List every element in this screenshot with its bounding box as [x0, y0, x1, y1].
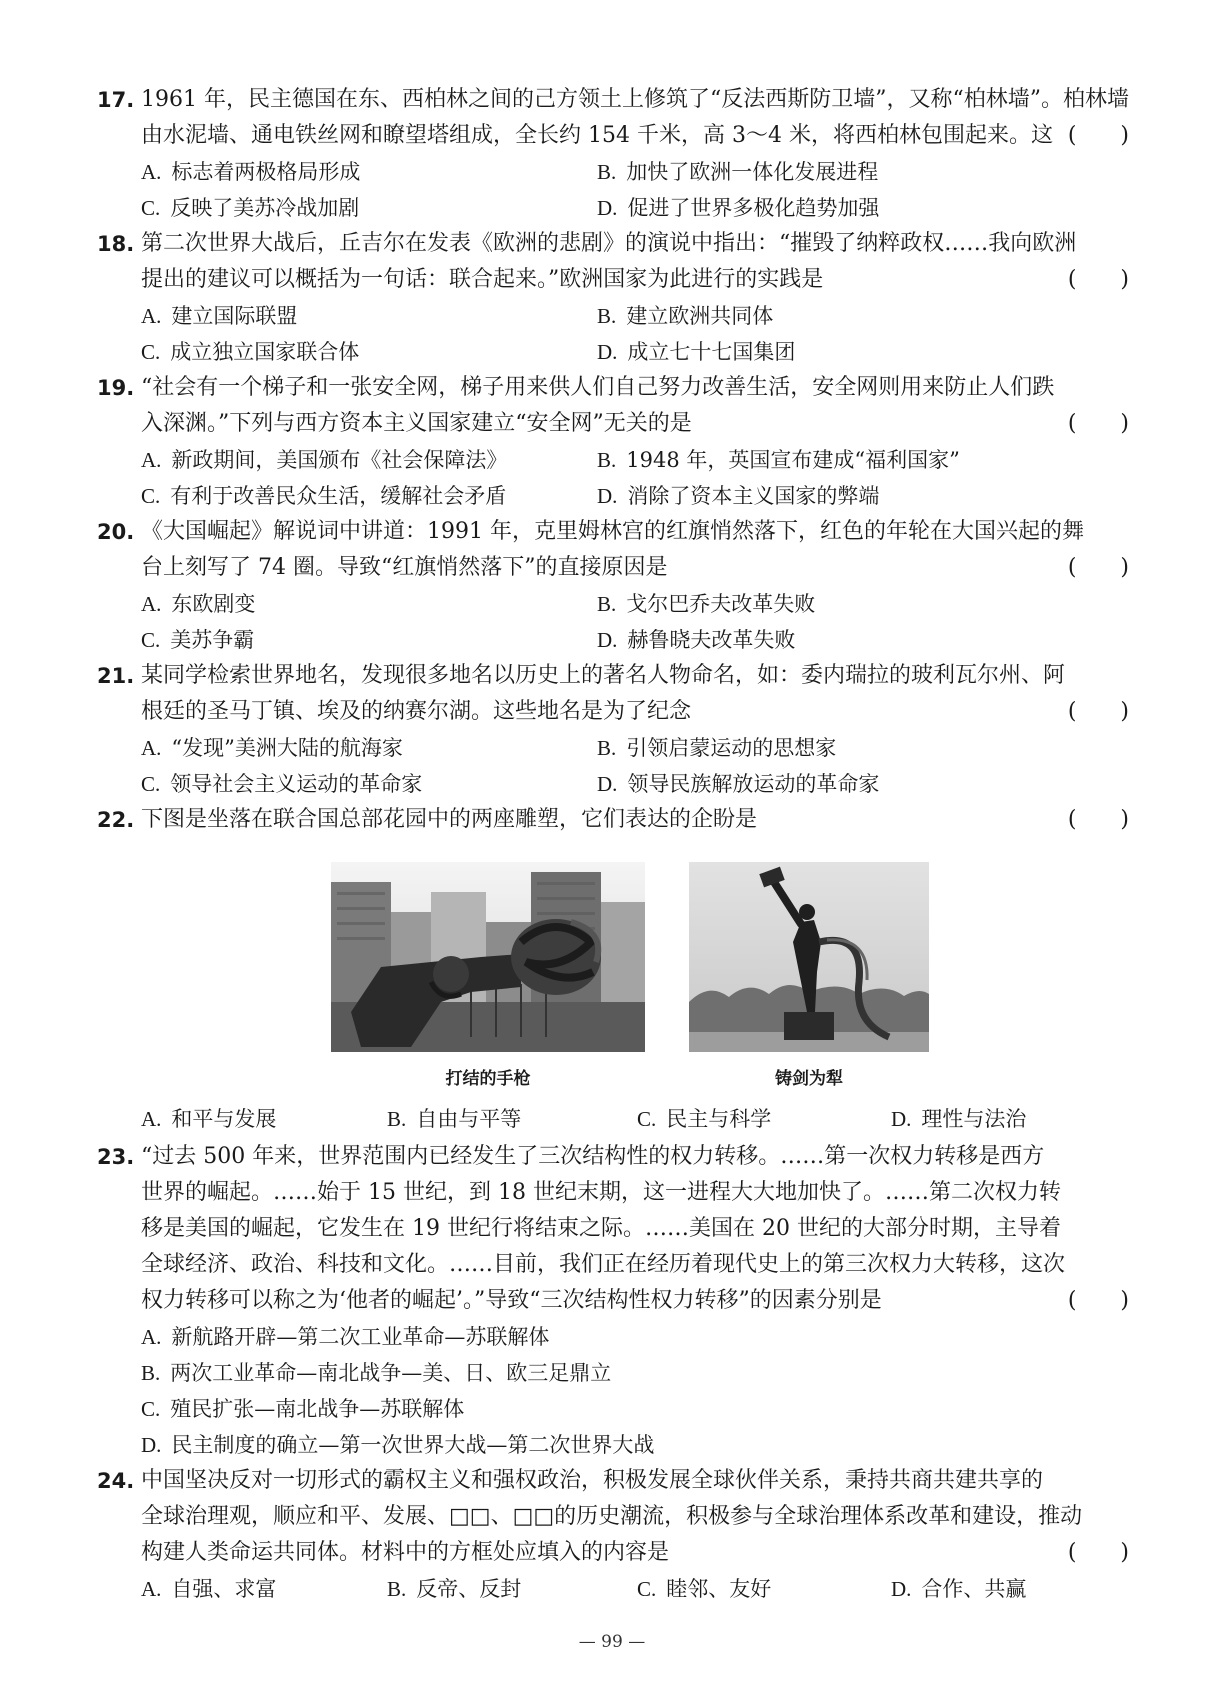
question-24: [97, 1463, 1137, 1607]
option-c[interactable]: C. 美苏争霸: [141, 628, 255, 652]
answer-paren: ( ): [1067, 555, 1129, 580]
option-d[interactable]: D. 促进了世界多极化趋势加强: [597, 196, 880, 220]
stem-line: 移是美国的崛起，它发生在 19 世纪行将结束之际。……美国在 20 世纪的大部分时期，主导着: [141, 1216, 1061, 1241]
option-row: [97, 730, 1137, 766]
question-22-options: [97, 1101, 1137, 1137]
option-b[interactable]: B. 建立欧洲共同体: [597, 304, 774, 328]
option-row: [97, 622, 1137, 658]
option-row: [97, 190, 1137, 226]
question-number: 18.: [97, 232, 135, 256]
question-number: 24.: [97, 1469, 135, 1493]
question-number: 19.: [97, 376, 135, 400]
question-number: 23.: [97, 1145, 135, 1169]
question-23: [97, 1139, 1137, 1463]
stem-line: 入深渊。”下列与西方资本主义国家建立“安全网”无关的是 ( ): [97, 406, 1137, 442]
option-d[interactable]: D. 成立七十七国集团: [597, 340, 796, 364]
option-c[interactable]: C. 睦邻、友好: [637, 1577, 772, 1601]
question-19: [97, 370, 1137, 514]
option-a[interactable]: A. 东欧剧变: [141, 592, 256, 616]
option-a[interactable]: A. 自强、求富: [141, 1577, 277, 1601]
option-row: [97, 154, 1137, 190]
stem-line: 中国坚决反对一切形式的霸权主义和强权政治，积极发展全球伙伴关系，秉持共商共建共享的: [141, 1468, 1044, 1493]
option-d[interactable]: D. 合作、共赢: [891, 1577, 1027, 1601]
option-row: [97, 1571, 1137, 1607]
answer-paren: ( ): [1067, 267, 1129, 292]
option-a[interactable]: A. 和平与发展: [141, 1107, 277, 1131]
option-row: [97, 1355, 1137, 1391]
option-row: [97, 1391, 1137, 1427]
answer-paren: ( ): [1067, 1288, 1129, 1313]
answer-paren: ( ): [1067, 1540, 1129, 1565]
stem-line: 《大国崛起》解说词中讲道：1991 年，克里姆林宫的红旗悄然落下，红色的年轮在大国兴起的舞: [141, 519, 1084, 544]
option-b[interactable]: B. 戈尔巴乔夫改革失败: [597, 592, 816, 616]
question-21: [97, 658, 1137, 802]
option-a[interactable]: A. 建立国际联盟: [141, 304, 298, 328]
option-row: [97, 1319, 1137, 1355]
option-row: [97, 478, 1137, 514]
option-d[interactable]: D. 赫鲁晓夫改革失败: [597, 628, 796, 652]
swords-to-plowshares-sculpture-image: [689, 862, 929, 1052]
option-d[interactable]: D. 领导民族解放运动的革命家: [597, 772, 880, 796]
stem-line: “过去 500 年来，世界范围内已经发生了三次结构性的权力转移。……第一次权力转移是西方: [141, 1144, 1045, 1169]
option-row: [97, 766, 1137, 802]
stem-line: 全球经济、政治、科技和文化。……目前，我们正在经历着现代史上的第三次权力大转移，这次: [141, 1252, 1066, 1277]
option-a[interactable]: A. 新航路开辟—第二次工业革命—苏联解体: [141, 1325, 550, 1349]
stem-line: 世界的崛起。……始于 15 世纪，到 18 世纪末期，这一进程大大地加快了。……第二次权力转: [141, 1180, 1061, 1205]
question-number: 17.: [97, 88, 135, 112]
stem-line: 全球治理观，顺应和平、发展、□□、□□的历史潮流，积极参与全球治理体系改革和建设，推动: [141, 1504, 1083, 1529]
option-d[interactable]: D. 理性与法治: [891, 1107, 1027, 1131]
stem-line: “社会有一个梯子和一张安全网，梯子用来供人们自己努力改善生活，安全网则用来防止人们跌: [141, 375, 1055, 400]
option-row: [97, 442, 1137, 478]
stem-line: 由水泥墙、通电铁丝网和瞭望塔组成，全长约 154 千米，高 3～4 米，将西柏林包围起来。这 ( ): [97, 118, 1137, 154]
stem-line: 构建人类命运共同体。材料中的方框处应填入的内容是 ( ): [97, 1535, 1137, 1571]
option-a[interactable]: A. “发现”美洲大陆的航海家: [141, 736, 403, 760]
answer-paren: ( ): [1067, 807, 1129, 832]
stem-line: 权力转移可以称之为‘他者的崛起’。”导致“三次结构性权力转移”的因素分别是 ( ): [97, 1283, 1137, 1319]
option-a[interactable]: A. 新政期间，美国颁布《社会保障法》: [141, 448, 508, 472]
stem-line: 台上刻写了 74 圈。导致“红旗悄然落下”的直接原因是 ( ): [97, 550, 1137, 586]
question-number: 21.: [97, 664, 135, 688]
question-18: [97, 226, 1137, 370]
knotted-gun-sculpture-image: [331, 862, 645, 1052]
stem-line: 第二次世界大战后，丘吉尔在发表《欧洲的悲剧》的演说中指出：“摧毁了纳粹政权……我向欧洲: [141, 231, 1077, 256]
answer-paren: ( ): [1067, 123, 1129, 148]
question-22: [97, 802, 1137, 838]
option-row: [97, 586, 1137, 622]
option-c[interactable]: C. 成立独立国家联合体: [141, 340, 360, 364]
option-row: [97, 298, 1137, 334]
option-c[interactable]: C. 殖民扩张—南北战争—苏联解体: [141, 1397, 465, 1421]
question-number: 22.: [97, 808, 135, 832]
option-d[interactable]: D. 消除了资本主义国家的弊端: [597, 484, 880, 508]
option-d[interactable]: D. 民主制度的确立—第一次世界大战—第二次世界大战: [141, 1433, 655, 1457]
stem-line: 下图是坐落在联合国总部花园中的两座雕塑，它们表达的企盼是 ( ): [97, 802, 1137, 838]
figure-caption: 打结的手枪: [445, 1069, 531, 1089]
stem-line: 某同学检索世界地名，发现很多地名以历史上的著名人物命名，如：委内瑞拉的玻利瓦尔州、阿: [141, 663, 1066, 688]
stem-line: 提出的建议可以概括为一句话：联合起来。”欧洲国家为此进行的实践是 ( ): [97, 262, 1137, 298]
question-number: 20.: [97, 520, 135, 544]
question-17: [97, 82, 1137, 226]
option-b[interactable]: B. 自由与平等: [387, 1107, 522, 1131]
option-c[interactable]: C. 反映了美苏冷战加剧: [141, 196, 360, 220]
option-c[interactable]: C. 有利于改善民众生活，缓解社会矛盾: [141, 484, 507, 508]
option-a[interactable]: A. 标志着两极格局形成: [141, 160, 361, 184]
stem-line: 1961 年，民主德国在东、西柏林之间的己方领土上修筑了“反法西斯防卫墙”，又称“柏林墙”。柏林墙: [141, 87, 1129, 112]
page-number: — 99 —: [578, 1632, 646, 1652]
option-b[interactable]: B. 引领启蒙运动的思想家: [597, 736, 837, 760]
stem-line: 根廷的圣马丁镇、埃及的纳赛尔湖。这些地名是为了纪念 ( ): [97, 694, 1137, 730]
option-c[interactable]: C. 领导社会主义运动的革命家: [141, 772, 423, 796]
option-b[interactable]: B. 两次工业革命—南北战争—美、日、欧三足鼎立: [141, 1361, 612, 1385]
option-b[interactable]: B. 1948 年，英国宣布建成“福利国家”: [597, 448, 960, 472]
figure-caption: 铸剑为犁: [775, 1069, 843, 1089]
option-row: [97, 1427, 1137, 1463]
answer-paren: ( ): [1067, 699, 1129, 724]
answer-paren: ( ): [1067, 411, 1129, 436]
option-row: [97, 334, 1137, 370]
option-row: [97, 1101, 1137, 1137]
option-b[interactable]: B. 反帝、反封: [387, 1577, 522, 1601]
option-c[interactable]: C. 民主与科学: [637, 1107, 772, 1131]
option-b[interactable]: B. 加快了欧洲一体化发展进程: [597, 160, 879, 184]
question-20: [97, 514, 1137, 658]
